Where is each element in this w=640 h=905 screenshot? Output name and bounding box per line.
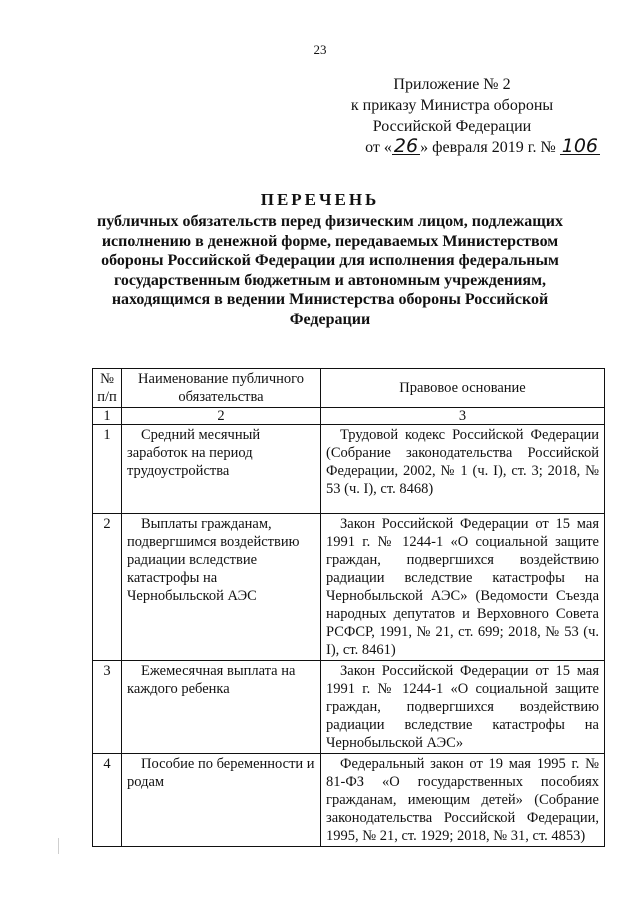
- header-name: Наименование публичного обязательства: [122, 369, 321, 408]
- document-title: ПЕРЕЧЕНЬ: [260, 190, 380, 209]
- row-number: 2: [93, 514, 122, 661]
- scan-artifact: [58, 838, 59, 854]
- appendix-organization: Российской Федерации: [372, 118, 532, 135]
- date-middle: » февраля 2019 г. №: [420, 139, 556, 156]
- row-name-text: Ежемесячная выплата на каждого ребенка: [127, 663, 296, 697]
- row-name: [122, 514, 321, 661]
- appendix-order-ref: к приказу Министра обороны: [350, 97, 554, 114]
- row-basis-text: Закон Российской Федерации от 15 мая 1991 г. № 1244-1 «О социальной защите граждан, подвергшихся воздействию радиации вследствие катастрофы на Чернобыльской АЭС» (Ведомости Съезда народных депутатов и Верховного Совета РСФСР, 1991, № 21, ст. 699; 2018, № 53 (ч. I), ст. 8461): [326, 516, 599, 658]
- appendix-block: [302, 74, 602, 158]
- row-name-text: Пособие по беременности и родам: [127, 756, 315, 790]
- column-number: 2: [122, 408, 321, 425]
- row-name: [122, 754, 321, 847]
- date-prefix: от «: [365, 139, 392, 156]
- row-name-text: Выплаты гражданам, подвергшимся воздействию радиации вследствие катастрофы на Чернобыльской АЭС: [127, 516, 300, 604]
- appendix-title: Приложение № 2: [393, 76, 511, 93]
- row-number: 3: [93, 661, 122, 754]
- row-basis-text: Закон Российской Федерации от 15 мая 1991 г. № 1244-1 «О социальной защите граждан, подвергшихся воздействию радиации вследствие катастрофы на Чернобыльской АЭС»: [326, 663, 599, 751]
- page-number: 23: [313, 42, 327, 57]
- row-basis: [321, 661, 605, 754]
- column-numbers-row: [93, 408, 605, 425]
- row-basis: [321, 754, 605, 847]
- handwritten-order-number: 106: [561, 135, 598, 157]
- row-basis-text: Федеральный закон от 19 мая 1995 г. № 81-ФЗ «О государственных пособиях гражданам, имеющим детей» (Собрание законодательства Российской Федерации, 1995, № 21, ст. 1929; 2018, № 31, ст. 4853): [326, 756, 599, 844]
- row-basis: [321, 514, 605, 661]
- table-row: [93, 661, 605, 754]
- obligations-table: [92, 368, 605, 847]
- table-row: [93, 425, 605, 514]
- table-row: [93, 514, 605, 661]
- header-basis: Правовое основание: [321, 369, 605, 408]
- row-name: [122, 661, 321, 754]
- appendix-date-line: [302, 137, 602, 158]
- row-name: [122, 425, 321, 514]
- header-number: № п/п: [93, 369, 122, 408]
- document-subtitle: публичных обязательств перед физическим лицом, подлежащих исполнению в денежной форме, передаваемых Министерством обороны Российской Федерации для исполнения федеральным государственным бюджетным и автономным учреждениям, находящимся в ведении Министерства обороны Российской Федерации: [97, 213, 563, 328]
- row-name-text: Средний месячный заработок на период трудоустройства: [127, 427, 261, 479]
- column-number: 1: [93, 408, 122, 425]
- table-header-row: [93, 369, 605, 408]
- table-row: [93, 754, 605, 847]
- column-number: 3: [321, 408, 605, 425]
- row-basis: [321, 425, 605, 514]
- row-number: 1: [93, 425, 122, 514]
- row-basis-text: Трудовой кодекс Российской Федерации (Собрание законодательства Российской Федерации, 2002, № 1 (ч. I), ст. 3; 2018, № 53 (ч. I), ст. 8468): [326, 427, 599, 497]
- row-number: 4: [93, 754, 122, 847]
- handwritten-day: 26: [393, 135, 419, 157]
